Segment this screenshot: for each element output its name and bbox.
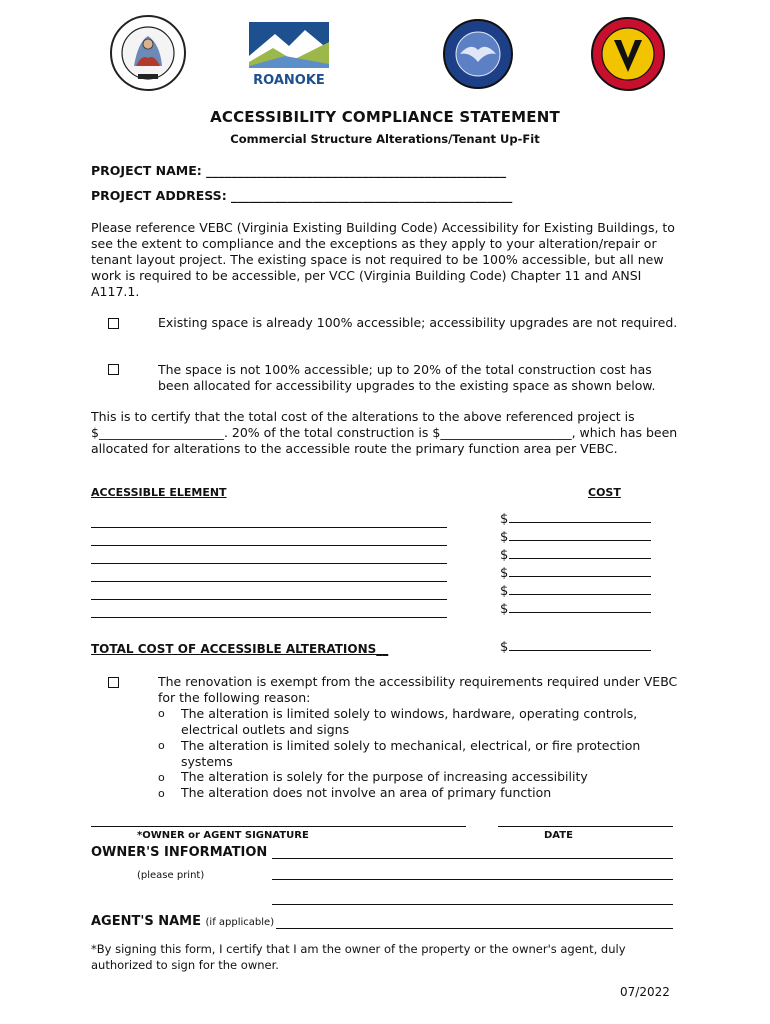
- option-exempt-label: The renovation is exempt from the accessibility requirements required under VEBC for the following reason:: [158, 674, 678, 705]
- option-already-accessible-checkbox[interactable]: [108, 318, 119, 329]
- element-line-6[interactable]: [91, 617, 447, 618]
- county-seal-logo: [108, 14, 188, 92]
- element-line-4[interactable]: [91, 581, 447, 582]
- cost-field-3[interactable]: [500, 548, 651, 563]
- bullet-icon: o: [158, 739, 165, 752]
- form-date: 07/2022: [620, 985, 670, 999]
- cost-field-1[interactable]: [500, 512, 651, 527]
- cost-field-2[interactable]: [500, 530, 651, 545]
- dollar-sign: $: [500, 566, 509, 581]
- document-title: ACCESSIBILITY COMPLIANCE STATEMENT: [210, 108, 560, 126]
- element-line-2[interactable]: [91, 545, 447, 546]
- exempt-reason-4: The alteration does not involve an area of primary function: [181, 785, 552, 800]
- option-not-accessible-label: The space is not 100% accessible; up to 20% of the total construction cost has been allocated for accessibility upgrades to the existing space as shown below.: [158, 362, 656, 393]
- exempt-reason-2: The alteration is limited solely to mechanical, electrical, or fire protection systems: [181, 738, 641, 769]
- agent-name-text: AGENT'S NAME: [91, 914, 201, 929]
- certify-paragraph: This is to certify that the total cost of the alterations to the above referenced project is $____________________. 20% of the total construction is $_____________________, which has been allocated for alterations to the accessible route the primary function area per VEBC.: [91, 409, 678, 456]
- agent-name-label: [91, 914, 274, 929]
- dollar-sign: $: [500, 512, 509, 527]
- total-cost-label: TOTAL COST OF ACCESSIBLE ALTERATIONS__: [91, 642, 389, 656]
- dollar-sign: $: [500, 640, 509, 655]
- element-line-1[interactable]: [91, 527, 447, 528]
- project-address-field[interactable]: PROJECT ADDRESS: _____________________________________________: [91, 188, 513, 203]
- agent-name-line[interactable]: [276, 928, 673, 929]
- intro-paragraph: Please reference VEBC (Virginia Existing Building Code) Accessibility for Existing Buildings, to see the extent to compliance and the exceptions as they apply to your alteration/repair or tenant layout project. The existing space is not required to be 100% accessible, but all new work is required to be accessible, per VCC (Virginia Building Code) Chapter 11 and ANSI A117.1.: [91, 220, 675, 299]
- signature-disclaimer: *By signing this form, I certify that I am the owner of the property or the owner's agent, duly authorized to sign for the owner.: [91, 942, 626, 972]
- cost-field-5[interactable]: [500, 584, 651, 599]
- date-line[interactable]: [498, 826, 673, 827]
- exempt-reason-3: The alteration is solely for the purpose of increasing accessibility: [181, 769, 588, 784]
- dollar-sign: $: [500, 530, 509, 545]
- owner-info-line-1[interactable]: [272, 858, 673, 859]
- cost-header: COST: [588, 486, 621, 499]
- please-print-label: (please print): [137, 870, 205, 881]
- element-line-3[interactable]: [91, 563, 447, 564]
- roanoke-logo: [245, 20, 335, 88]
- project-name-field[interactable]: PROJECT NAME: ________________________________________________: [91, 163, 507, 178]
- owner-info-line-3[interactable]: [272, 904, 673, 905]
- element-line-5[interactable]: [91, 599, 447, 600]
- owner-info-line-2[interactable]: [272, 879, 673, 880]
- dollar-sign: $: [500, 602, 509, 617]
- bullet-icon: o: [158, 771, 165, 784]
- signature-line[interactable]: [91, 826, 466, 827]
- date-label: DATE: [544, 830, 573, 841]
- option-not-accessible-checkbox[interactable]: [108, 364, 119, 375]
- salem-seal-logo: [442, 18, 514, 90]
- option-already-accessible-label: Existing space is already 100% accessible; accessibility upgrades are not required.: [158, 315, 678, 330]
- signature-label: *OWNER or AGENT SIGNATURE: [137, 830, 309, 841]
- cost-field-6[interactable]: [500, 602, 651, 617]
- document-subtitle: Commercial Structure Alterations/Tenant Up-Fit: [230, 132, 540, 146]
- roanoke-logo-text: ROANOKE: [253, 73, 325, 88]
- if-applicable-label: (if applicable): [205, 917, 275, 928]
- dollar-sign: $: [500, 548, 509, 563]
- bullet-icon: o: [158, 787, 165, 800]
- exempt-reason-1: The alteration is limited solely to windows, hardware, operating controls, electrical outlets and signs: [181, 706, 638, 737]
- option-exempt-checkbox[interactable]: [108, 677, 119, 688]
- owner-info-label: OWNER'S INFORMATION: [91, 845, 268, 860]
- dollar-sign: $: [500, 584, 509, 599]
- logo-row: [0, 14, 770, 94]
- bullet-icon: o: [158, 707, 165, 720]
- total-cost-field[interactable]: [500, 640, 651, 655]
- accessible-element-header: ACCESSIBLE ELEMENT: [91, 486, 227, 499]
- cost-field-4[interactable]: [500, 566, 651, 581]
- vinton-seal-logo: [590, 16, 666, 92]
